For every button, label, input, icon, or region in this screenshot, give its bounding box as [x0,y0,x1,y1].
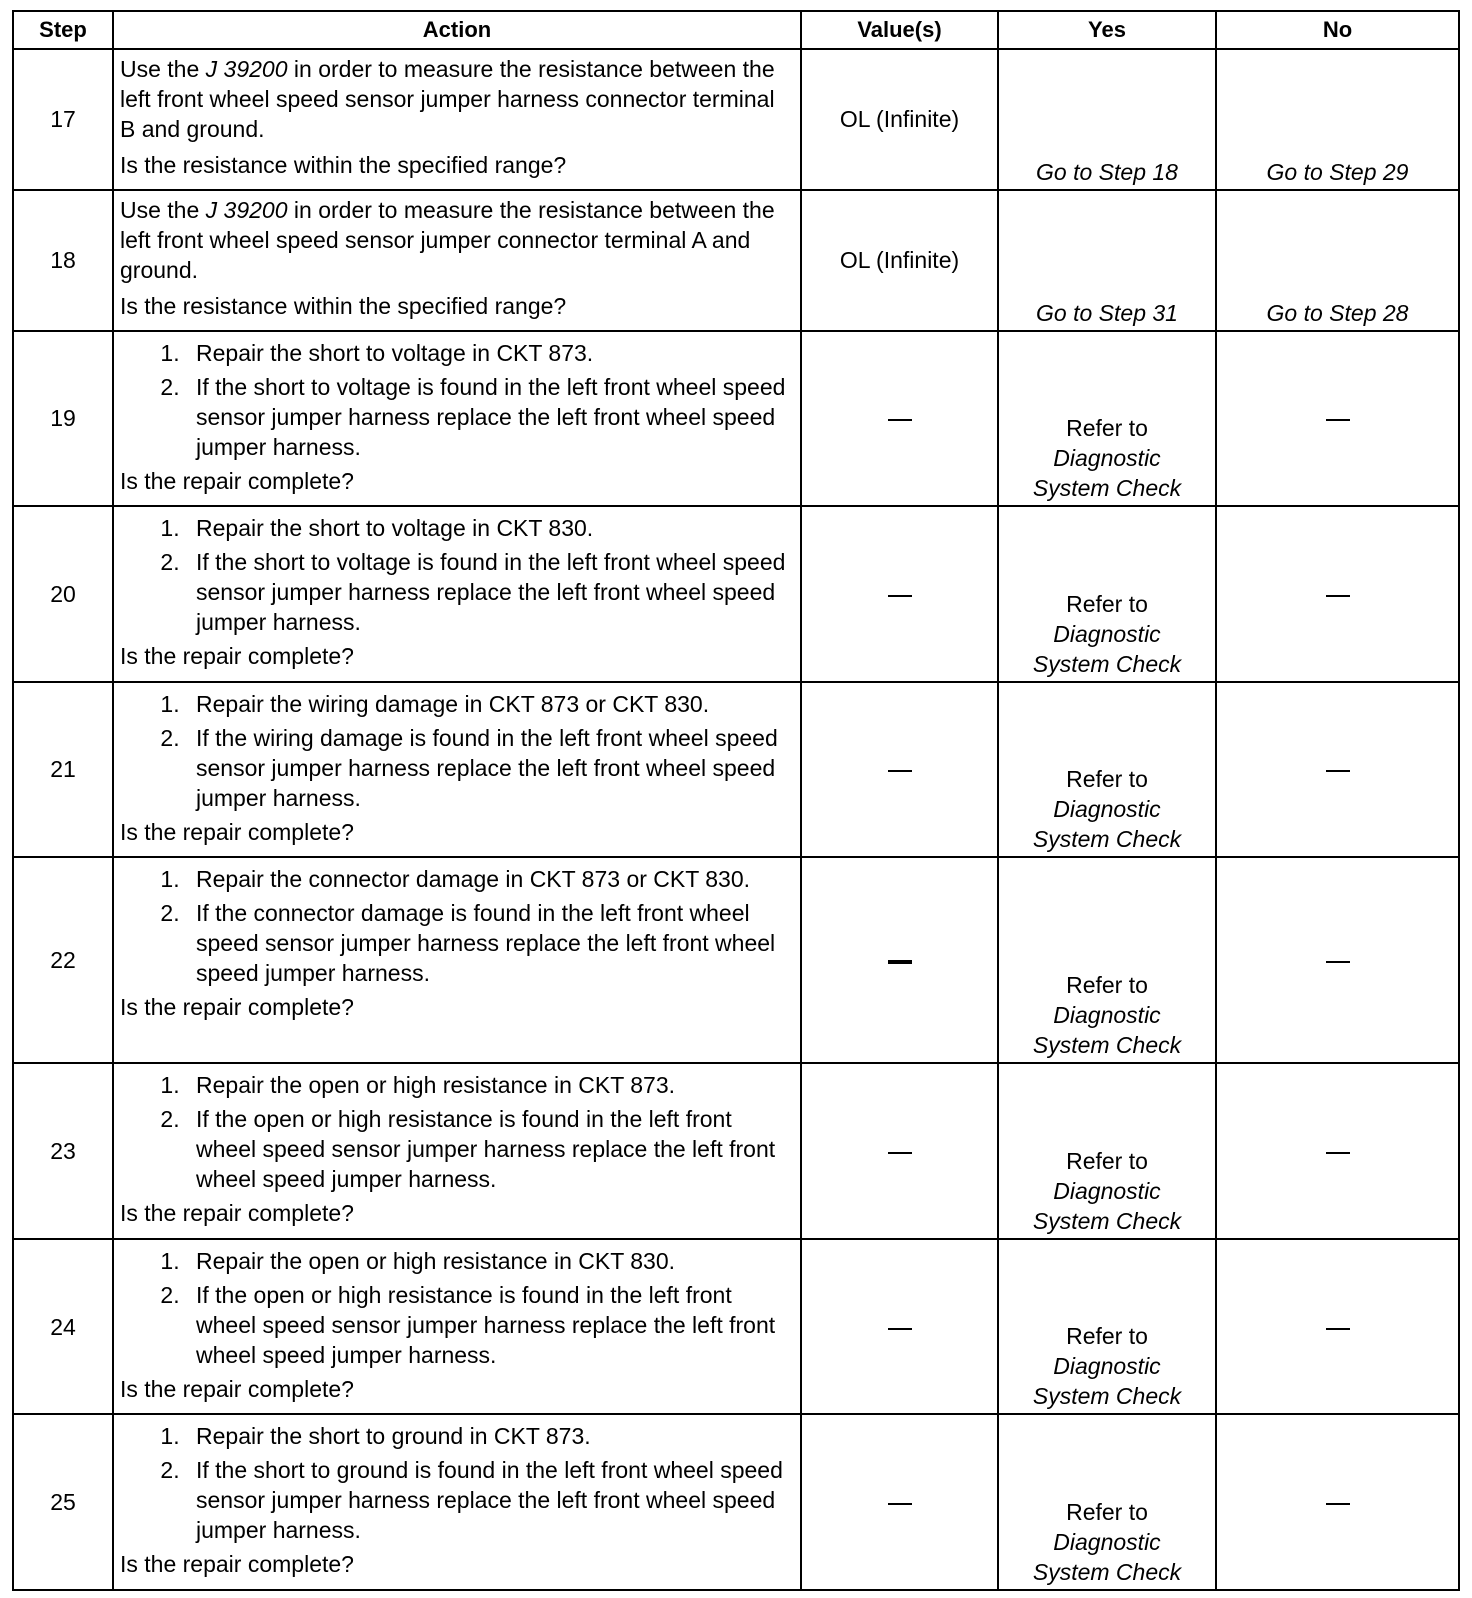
table-row [13,331,1459,507]
value-cell [801,1239,998,1415]
refer-to: Refer to [1066,1147,1148,1174]
step-number: 18 [13,190,113,331]
step-number: 19 [13,331,113,507]
yes-cell: Go to Step 18 [998,49,1216,190]
refer-to: Refer to [1066,766,1148,793]
refer-system-check: System Check [1032,1032,1182,1059]
action-cell [113,506,801,682]
no-cell: Go to Step 29 [1216,49,1459,190]
value-cell [801,682,998,858]
refer-system-check: System Check [1032,1207,1182,1234]
dash-mark [888,1503,912,1505]
refer-to: Refer to [1066,590,1148,617]
yes-cell: Go to Step 31 [998,190,1216,331]
dash-mark [1326,770,1350,772]
dash-mark [888,595,912,597]
yes-cell [998,331,1216,507]
no-cell [1216,1063,1459,1239]
action-text-post: in order to measure the resistance between the left front wheel speed sensor jumper connector terminal A and ground. [120,196,775,283]
tool-name: J 39200 [205,196,288,223]
yes-cell [998,682,1216,858]
refer-system-check: System Check [1032,475,1182,502]
action-list [120,1246,794,1370]
step-number: 17 [13,49,113,190]
list-item: 1. Repair the connector damage in CKT 873 or CKT 830. [186,864,794,894]
value-cell [801,1414,998,1590]
action-question: Is the repair complete? [120,1551,354,1578]
value-cell [801,331,998,507]
action-question: Is the repair complete? [120,467,354,494]
step-number: 24 [13,1239,113,1415]
step-number: 20 [13,506,113,682]
action-list [120,513,794,637]
dash-mark [1326,1152,1350,1154]
action-question: Is the repair complete? [120,994,354,1021]
header-values: Value(s) [801,11,998,49]
no-cell [1216,1239,1459,1415]
refer-to: Refer to [1066,972,1148,999]
action-cell [113,1239,801,1415]
value-cell [801,1063,998,1239]
list-item: 2. If the wiring damage is found in the left front wheel speed sensor jumper harness replace the left front wheel speed jumper harness. [186,723,794,813]
value-cell: OL (Infinite) [801,190,998,331]
value-cell: OL (Infinite) [801,49,998,190]
refer-system-check: System Check [1032,1383,1182,1410]
action-list [120,1070,794,1194]
table-row [13,1414,1459,1590]
list-item: 1. Repair the open or high resistance in CKT 873. [186,1070,794,1100]
action-question: Is the repair complete? [120,818,354,845]
action-text-pre: Use the [120,196,206,223]
step-number: 22 [13,857,113,1063]
table-row [13,1239,1459,1415]
action-question: Is the resistance within the specified range? [120,292,567,319]
step-number: 23 [13,1063,113,1239]
no-cell [1216,506,1459,682]
action-text-post: in order to measure the resistance between the left front wheel speed sensor jumper harness connector terminal B and ground. [120,56,775,142]
action-question: Is the repair complete? [120,1200,354,1227]
dash-mark [888,419,912,421]
list-item: 2. If the connector damage is found in the left front wheel speed sensor jumper harness replace the left front wheel speed jumper harness. [186,898,794,988]
yes-cell [998,1239,1216,1415]
list-item: 2. If the short to ground is found in the left front wheel speed sensor jumper harness replace the left front wheel speed jumper harness. [186,1455,794,1545]
no-cell [1216,1414,1459,1590]
list-item: 2. If the open or high resistance is found in the left front wheel speed sensor jumper harness replace the left front wheel speed jumper harness. [186,1280,794,1370]
step-number: 25 [13,1414,113,1590]
table-row [13,1063,1459,1239]
refer-to: Refer to [1066,1499,1148,1525]
header-yes: Yes [998,11,1216,49]
dash-mark [1326,1503,1350,1505]
dash-mark [1326,419,1350,421]
list-item: 2. If the short to voltage is found in the left front wheel speed sensor jumper harness replace the left front wheel speed jumper harness. [186,372,794,462]
table-row [13,506,1459,682]
table-row [13,49,1459,190]
step-number: 21 [13,682,113,858]
refer-diagnostic: Diagnostic [1053,1529,1161,1555]
action-cell [113,190,801,331]
refer-diagnostic: Diagnostic [1053,1353,1161,1380]
action-cell [113,857,801,1063]
yes-cell [998,1414,1216,1590]
action-cell [113,1063,801,1239]
action-question: Is the repair complete? [120,1375,354,1402]
value-cell [801,506,998,682]
no-cell [1216,857,1459,1063]
table-row [13,682,1459,858]
tool-name: J 39200 [205,56,288,82]
refer-diagnostic: Diagnostic [1053,445,1161,472]
dash-mark [888,770,912,772]
action-list [120,689,794,813]
action-list [120,864,794,988]
action-text-pre: Use the [120,56,206,82]
list-item: 1. Repair the short to voltage in CKT 873. [186,338,794,368]
action-question: Is the repair complete? [120,643,354,670]
yes-cell [998,1063,1216,1239]
refer-system-check: System Check [1032,650,1182,677]
action-cell [113,331,801,507]
no-cell: Go to Step 28 [1216,190,1459,331]
list-item: 2. If the short to voltage is found in the left front wheel speed sensor jumper harness replace the left front wheel speed jumper harness. [186,547,794,637]
refer-diagnostic: Diagnostic [1053,796,1161,823]
table-row [13,857,1459,1063]
table-row [13,190,1459,331]
value-cell [801,857,998,1063]
no-cell [1216,682,1459,858]
action-list [120,1421,794,1545]
no-cell [1216,331,1459,507]
list-item: 1. Repair the open or high resistance in CKT 830. [186,1246,794,1276]
action-cell [113,1414,801,1590]
refer-system-check: System Check [1032,1559,1182,1585]
refer-system-check: System Check [1032,826,1182,853]
refer-diagnostic: Diagnostic [1053,620,1161,647]
dash-mark [888,1152,912,1154]
list-item: 2. If the open or high resistance is found in the left front wheel speed sensor jumper harness replace the left front wheel speed jumper harness. [186,1104,794,1194]
refer-to: Refer to [1066,1323,1148,1350]
header-no: No [1216,11,1459,49]
header-row [13,11,1459,49]
list-item: 1. Repair the short to ground in CKT 873. [186,1421,794,1451]
dash-mark [888,1328,912,1330]
dash-mark [1326,1328,1350,1330]
yes-cell [998,857,1216,1063]
action-cell [113,682,801,858]
refer-diagnostic: Diagnostic [1053,1177,1161,1204]
yes-cell [998,506,1216,682]
action-list [120,338,794,462]
list-item: 1. Repair the short to voltage in CKT 830. [186,513,794,543]
dash-mark [1326,961,1350,963]
action-question: Is the resistance within the specified range? [120,152,567,178]
action-cell [113,49,801,190]
header-action: Action [113,11,801,49]
refer-to: Refer to [1066,415,1148,442]
refer-diagnostic: Diagnostic [1053,1002,1161,1029]
dash-mark [1326,595,1350,597]
dash-mark [888,960,912,964]
header-step: Step [13,11,113,49]
diagnostic-table [12,10,1460,1591]
list-item: 1. Repair the wiring damage in CKT 873 or CKT 830. [186,689,794,719]
